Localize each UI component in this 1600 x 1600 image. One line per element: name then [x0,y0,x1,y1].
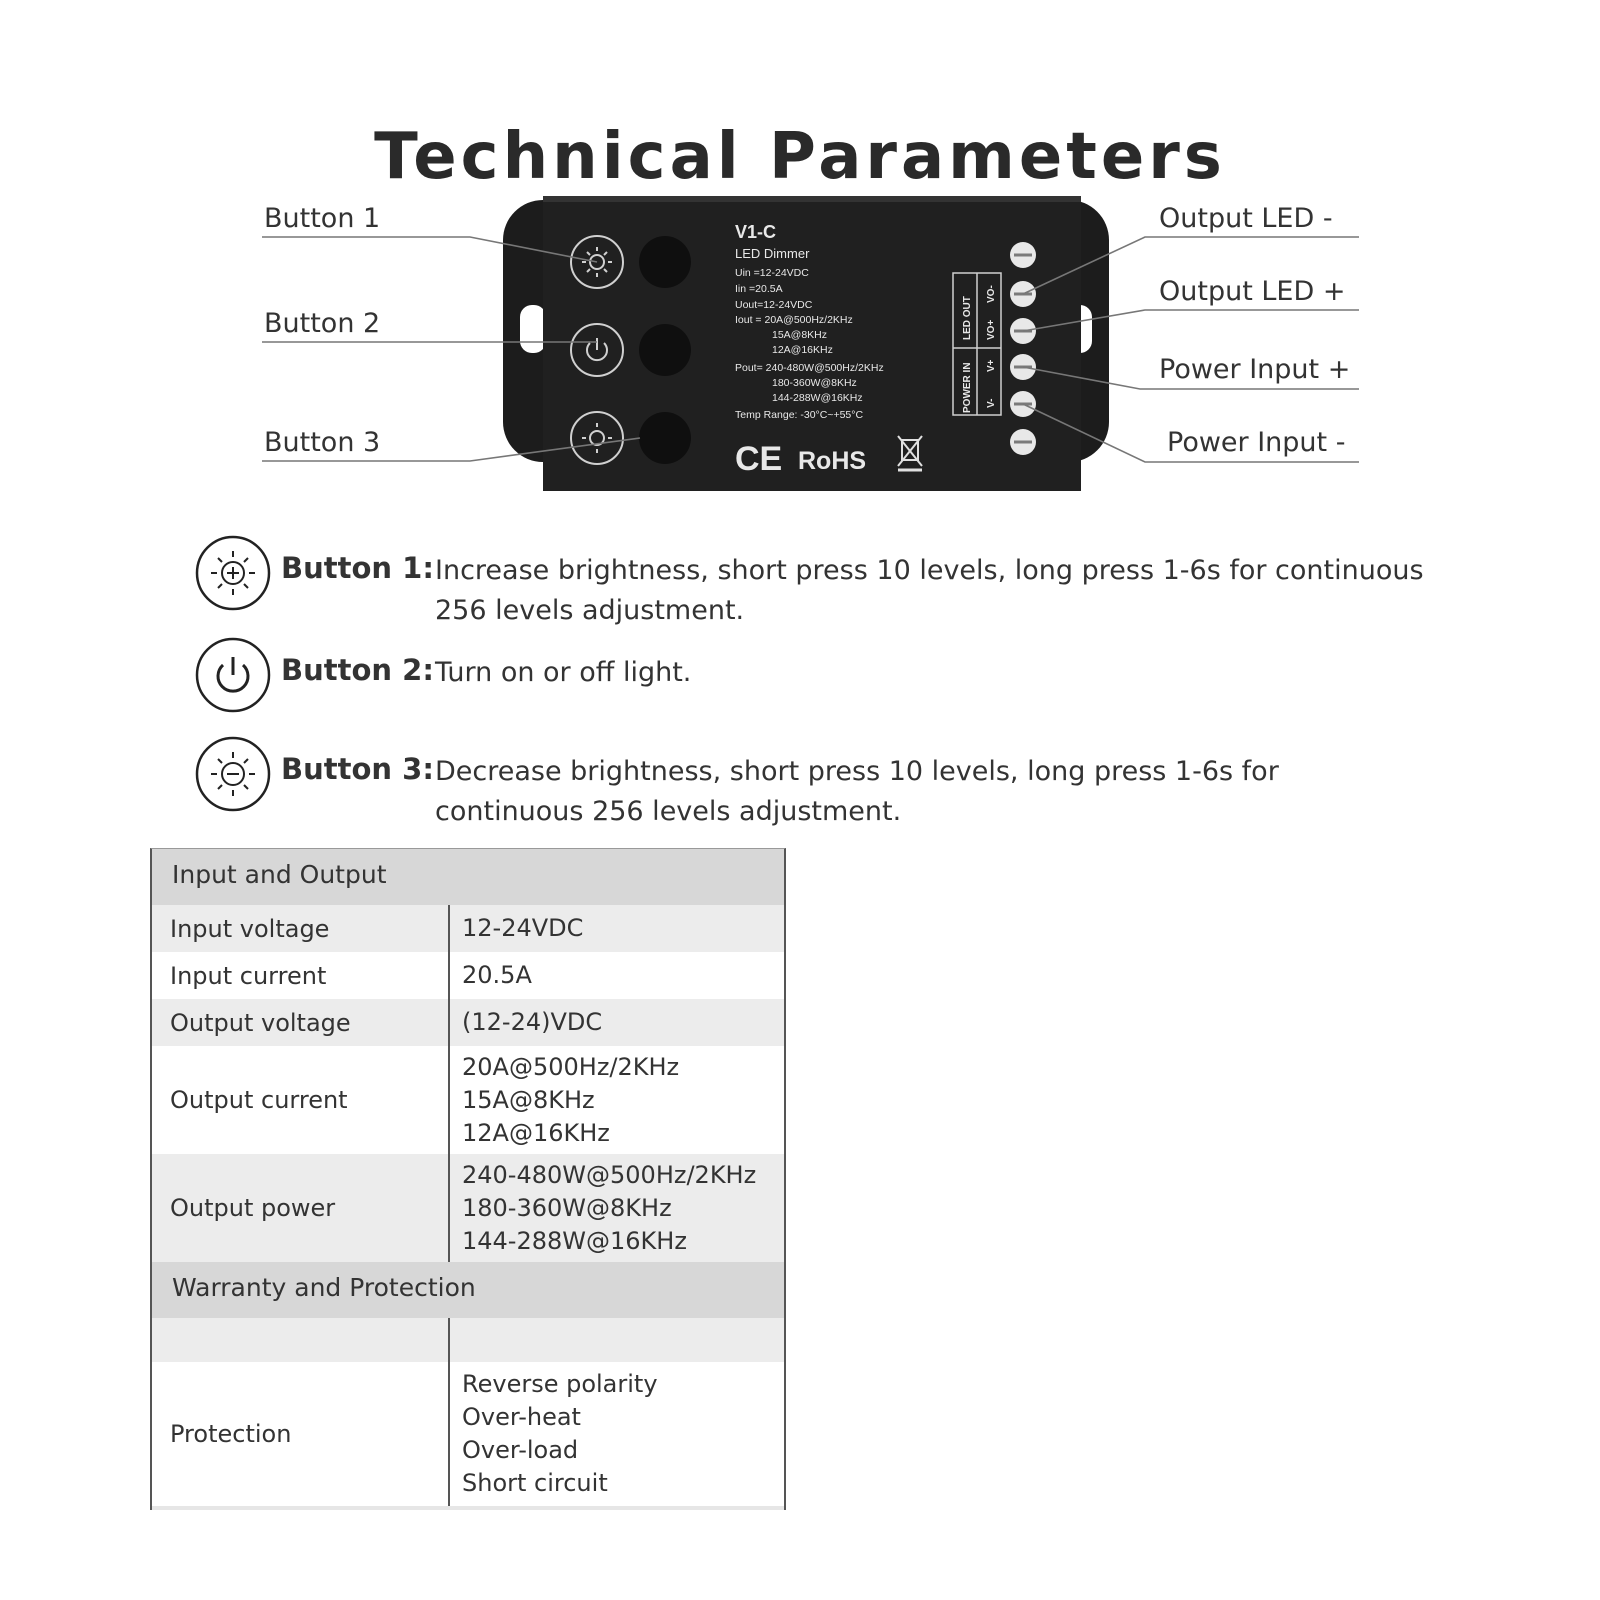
brightness-up-icon [195,535,271,611]
row-value: 144-288W@16KHz [462,1226,687,1255]
device-spec-line: 15A@8KHz [772,329,828,341]
spec-table [150,848,786,1510]
device-name: LED Dimmer [735,246,810,261]
row-key: Output voltage [152,999,450,1046]
row-value: Over-heat [462,1403,581,1431]
row-key: Input current [152,952,450,999]
terminal-label: VO- [986,285,997,303]
row-value: Reverse polarity [462,1370,658,1398]
callout-button-1: Button 1 [264,203,381,234]
row-key: Protection [152,1362,450,1506]
device-spec-line: Iin =20.5A [735,283,783,295]
row-value: 180-360W@8KHz [462,1193,672,1222]
device-spec-line: 12A@16KHz [772,344,833,356]
rohs-mark: RoHS [798,447,867,475]
button-desc-label: Button 3: [281,752,434,786]
terminal-label: V+ [986,359,997,372]
device-illustration [0,0,1600,520]
callout-output-led-plus: Output LED + [1159,276,1346,307]
terminal-group-led-out: LED OUT [962,296,973,340]
callout-button-2: Button 2 [264,308,381,339]
terminal-group-power-in: POWER IN [962,362,973,413]
device-spec-line: Pout= 240-480W@500Hz/2KHz [735,362,884,374]
callout-power-input-plus: Power Input + [1159,354,1351,385]
row-key: Output power [152,1154,450,1262]
row-value: 15A@8KHz [462,1085,595,1114]
row-key: Input voltage [152,905,450,952]
button-desc-text: Turn on or off light. [435,657,692,688]
callout-output-led-minus: Output LED - [1159,203,1333,234]
row-key: Output current [152,1046,450,1154]
row-value: Short circuit [462,1469,608,1497]
callout-power-input-minus: Power Input - [1167,427,1346,458]
terminal-label: VO+ [986,319,997,340]
mount-hole-left [520,305,546,353]
button-desc-label: Button 2: [281,653,434,687]
device-spec-line: Uin =12-24VDC [735,267,809,279]
table-row [152,999,784,1046]
callout-button-3: Button 3 [264,427,381,458]
device-spec-line: Uout=12-24VDC [735,299,813,311]
ce-mark: CE [735,440,783,478]
device-spec-line: 180-360W@8KHz [772,377,857,389]
section-header-input-output: Input and Output [152,849,784,905]
table-row [152,1154,784,1262]
device-spec-line: 144-288W@16KHz [772,392,863,404]
button-desc-label: Button 1: [281,551,434,585]
page-title: Technical Parameters [374,120,1226,194]
row-value: 20A@500Hz/2KHz [462,1052,680,1081]
device-spec-line: Temp Range: -30°C~+55°C [735,409,864,421]
row-value: 12A@16KHz [462,1118,610,1147]
row-value: (12-24)VDC [462,1008,603,1036]
brightness-down-icon [195,736,271,812]
row-value: 240-480W@500Hz/2KHz [462,1160,757,1189]
table-row [152,1362,784,1510]
device-spec-line: Iout = 20A@500Hz/2KHz [735,314,853,326]
power-icon [195,637,271,713]
row-value: Over-load [462,1436,579,1464]
button-desc-text: Decrease brightness, short press 10 levels, long press 1-6s for continuous 256 levels adjustment. [435,756,1279,827]
table-row [152,952,784,999]
table-row [152,1046,784,1154]
device-model: V1-C [735,222,777,242]
row-key [152,1318,450,1362]
section-header-warranty-protection: Warranty and Protection [152,1262,784,1318]
table-row [152,905,784,952]
terminal-label: V- [986,398,997,408]
button-desc-text: Increase brightness, short press 10 levels, long press 1-6s for continuous 256 levels adjustment. [435,555,1424,626]
row-value: 20.5A [462,961,532,989]
table-row [152,1318,784,1362]
row-value: 12-24VDC [462,914,584,942]
